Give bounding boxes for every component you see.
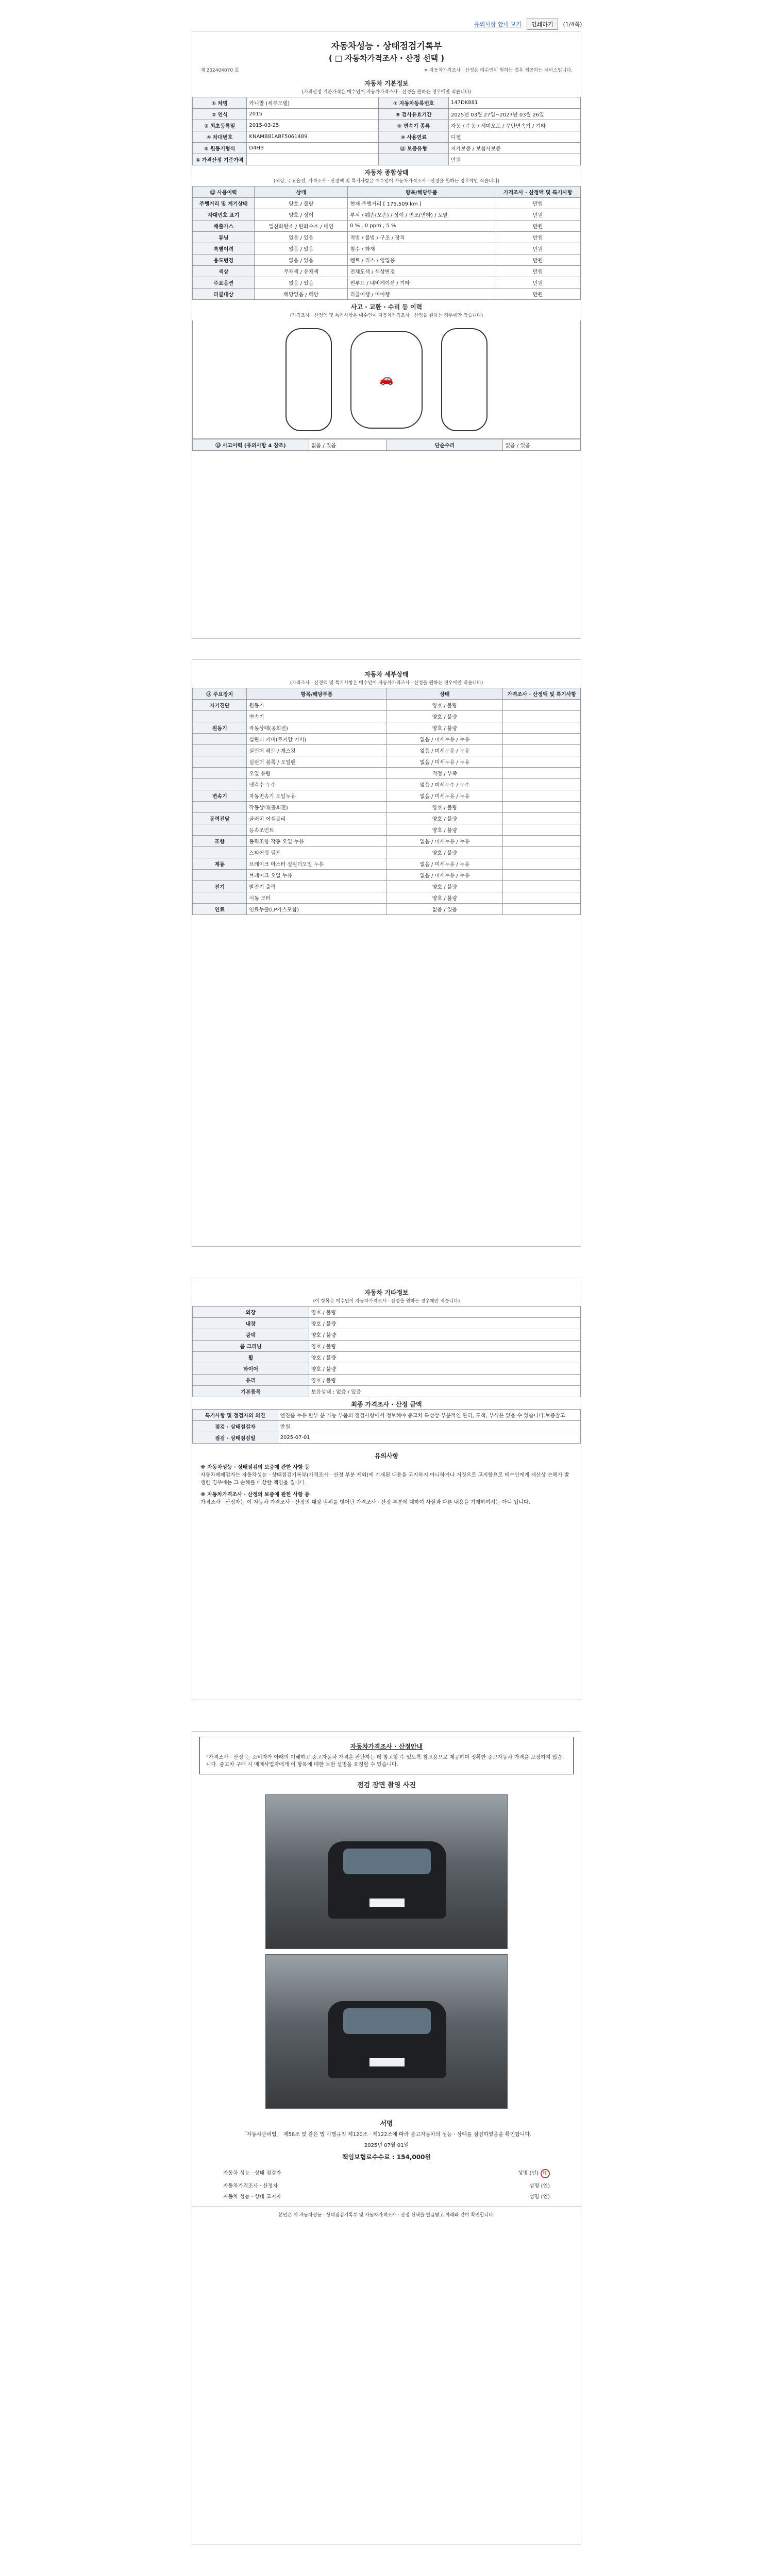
- basic-label: ⑧ 검사유효기간: [379, 109, 449, 120]
- signer-role: 자동차 성능 · 상태 점검자: [223, 2170, 281, 2176]
- overall-detail: 침수 / 화재: [348, 243, 495, 255]
- detail-state: 양호 / 불량: [386, 802, 503, 813]
- document-subtitle: ( □ 자동차가격조사 · 산정 선택 ): [328, 54, 445, 63]
- etc-value: 양호 / 불량: [309, 1375, 580, 1386]
- detail-price: [503, 790, 581, 802]
- section-overall-note: (색상, 주요옵션, 가격조사 · 산정액 및 특기사항은 매수인이 자동차가격조사 · 산정을 원하는 경우에만 적습니다): [273, 179, 500, 184]
- page-3: [192, 1278, 581, 1700]
- car-diagram: [192, 320, 581, 439]
- overall-row: [193, 209, 581, 221]
- overall-state: 해당없음 / 해당: [255, 289, 348, 300]
- detail-price: [503, 711, 581, 722]
- overall-state: 없음 / 있음: [255, 232, 348, 243]
- overall-detail: 적법 / 불법 / 구조 / 장치: [348, 232, 495, 243]
- section-basic-title: 자동차 기본정보: [364, 80, 409, 87]
- detail-item: 작동상태(공회전): [247, 722, 386, 734]
- overall-detail: 현재 주행거리 [ 175,509 km ]: [348, 198, 495, 209]
- detail-item: 동력조향 작동 오일 누유: [247, 836, 386, 847]
- section-final-title: 최종 가격조사 · 산정 금액: [351, 1401, 422, 1408]
- basic-value: D4HB: [247, 143, 379, 154]
- price-notice-box: [199, 1737, 574, 1774]
- basic-value: 2015-03-25: [247, 120, 379, 131]
- overall-item: 튜닝: [193, 232, 255, 243]
- detail-item: 냉각수 누수: [247, 779, 386, 790]
- detail-item: 원동기: [247, 700, 386, 711]
- overall-row: [193, 255, 581, 266]
- overall-price: 만원: [495, 266, 581, 277]
- overall-header-4: 가격조사 · 산정액 및 특기사항: [495, 187, 581, 198]
- etc-value: 보유상태 : 없음 / 있음: [309, 1386, 580, 1397]
- section-detail-note: (가격조사 · 산정액 및 특기사항은 매수인이 자동차가격조사 · 산정을 원하는 경우에만 적습니다): [290, 681, 483, 686]
- basic-value: 디젤: [448, 131, 580, 143]
- detail-state: 양호 / 불량: [386, 881, 503, 892]
- overall-item: 배출가스: [193, 221, 255, 232]
- overall-state: 없음 / 있음: [255, 277, 348, 289]
- etc-value: 양호 / 불량: [309, 1307, 580, 1318]
- inspection-date-label: 점검 · 상태점검일: [193, 1432, 278, 1444]
- overall-row: [193, 289, 581, 300]
- detail-price: [503, 870, 581, 881]
- etc-row: [193, 1386, 581, 1397]
- sign-text: 「자동차관리법」 제58조 및 같은 법 시행규칙 제120조 · 제122조에 따라 중고자동차의 성능 · 상태를 점검하였음을 확인합니다.: [241, 2131, 532, 2138]
- detail-row: [193, 892, 581, 904]
- etc-row: [193, 1375, 581, 1386]
- detail-row: [193, 847, 581, 858]
- signature-row: [192, 2180, 581, 2191]
- section-accident-title: 사고 · 교환 · 수리 등 이력: [350, 303, 423, 311]
- detail-item: 연료누출(LP가스포함): [247, 904, 386, 915]
- basic-label: [379, 154, 449, 165]
- signer-role: 자동차가격조사 · 산정자: [223, 2183, 278, 2189]
- basic-label: ⑨ 변속기 종류: [379, 120, 449, 131]
- price-notice-title: 자동차가격조사 · 산정안내: [350, 1743, 423, 1750]
- basic-label: ⑩ 사용연료: [379, 131, 449, 143]
- overall-detail: 렌트 / 리스 / 영업용: [348, 255, 495, 266]
- detail-major: 조향: [193, 836, 247, 847]
- etc-value: 양호 / 불량: [309, 1363, 580, 1375]
- detail-price: [503, 768, 581, 779]
- detail-price: [503, 858, 581, 870]
- page-1: [192, 31, 581, 639]
- detail-row: [193, 881, 581, 892]
- overall-state-table: [192, 186, 581, 300]
- signer-name-label: 성명: [529, 2183, 540, 2189]
- detail-row: [193, 711, 581, 722]
- detail-major: [193, 745, 247, 756]
- detail-state: 양호 / 불량: [386, 847, 503, 858]
- basic-label: ⑦ 자동차등록번호: [379, 97, 449, 109]
- detail-state: 양호 / 불량: [386, 892, 503, 904]
- notice-p1-title: ※ 자동차성능 · 상태점검의 보증에 관한 사항 등: [200, 1465, 310, 1470]
- car-left-side-diagram: [285, 328, 332, 431]
- etc-row: [193, 1318, 581, 1329]
- signer-name-label: 성명: [529, 2194, 540, 2200]
- detail-item: 실린더 블록 / 오일팬: [247, 756, 386, 768]
- overall-price: 만원: [495, 221, 581, 232]
- detail-major: 변속기: [193, 790, 247, 802]
- etc-value: 양호 / 불량: [309, 1341, 580, 1352]
- overall-state: 무채색 / 유채색: [255, 266, 348, 277]
- detail-row: [193, 813, 581, 824]
- basic-label: ③ 최초등록일: [193, 120, 247, 131]
- basic-info-row: [193, 120, 581, 131]
- signer-seal: (인): [541, 2194, 550, 2200]
- page-2: [192, 659, 581, 1247]
- etc-label: 타이어: [193, 1363, 309, 1375]
- detail-major: 원동기: [193, 722, 247, 734]
- section-basic-note: (가격산정 기준가격은 매수인이 자동차가격조사 · 산정을 원하는 경우에만 적습니다): [301, 90, 472, 95]
- etc-label: 기본품목: [193, 1386, 309, 1397]
- page-number: (1/4쪽): [563, 21, 582, 28]
- detail-price: [503, 892, 581, 904]
- overall-price: 만원: [495, 243, 581, 255]
- detail-major: [193, 824, 247, 836]
- overall-item: 주행거리 및 계기상태: [193, 198, 255, 209]
- basic-value: 2025년 03월 27일~2027년 03월 26일: [448, 109, 580, 120]
- inspector-label: 점검 · 상태점검자: [193, 1421, 278, 1432]
- overall-price: 만원: [495, 198, 581, 209]
- overall-price: 만원: [495, 209, 581, 221]
- price-notice-body: "가격조사 · 산정"는 소비자가 아래의 이해하고 중고자동차 가격을 판단하는 데 참고할 수 있도록 참고용으로 제공하며 정확한 중고자동차 가격을 보장하지 않습니다. 중고차 구매 시 매매사업자에게 이 항목에 대한 보완 설명을 요청할 수 있습니다.: [206, 1754, 563, 1768]
- detail-major: [193, 870, 247, 881]
- fee-amount: 책임보험료수수료 : 154,000원: [342, 2153, 431, 2161]
- basic-label: ⑤ 원동기형식: [193, 143, 247, 154]
- overall-state: 양호 / 불량: [255, 198, 348, 209]
- detail-state: 없음 / 미세누유 / 누유: [386, 756, 503, 768]
- detail-state: 양호 / 불량: [386, 700, 503, 711]
- detail-state: 양호 / 불량: [386, 824, 503, 836]
- detail-major: [193, 756, 247, 768]
- notice-link[interactable]: 유의사항 안내 보기: [474, 21, 522, 28]
- detail-item: 자동변속기 오일누유: [247, 790, 386, 802]
- detail-header-4: 가격조사 · 산정액 및 특기사항: [503, 688, 581, 700]
- detail-state: 없음 / 미세누유 / 누유: [386, 790, 503, 802]
- detail-major: [193, 779, 247, 790]
- detail-row: [193, 858, 581, 870]
- detail-header-1: ⑭ 주요장치: [193, 688, 247, 700]
- detail-item: 실린더 헤드 / 개스킷: [247, 745, 386, 756]
- detail-item: 클러치 어셈블리: [247, 813, 386, 824]
- overall-item: 용도변경: [193, 255, 255, 266]
- detail-major: 전기: [193, 881, 247, 892]
- photo-plate: [369, 1898, 405, 1907]
- sign-title: 서명: [380, 2120, 393, 2128]
- detail-state-table: [192, 688, 581, 915]
- detail-state: 없음 / 미세누유 / 누유: [386, 734, 503, 745]
- detail-major: [193, 892, 247, 904]
- overall-price: 만원: [495, 255, 581, 266]
- overall-state: 없음 / 있음: [255, 255, 348, 266]
- photo-plate-rear: [369, 2058, 405, 2067]
- detail-price: [503, 734, 581, 745]
- etc-label: 휠: [193, 1352, 309, 1363]
- overall-header-3: 항목/해당부품: [348, 187, 495, 198]
- detail-item: 변속기: [247, 711, 386, 722]
- detail-major: 제동: [193, 858, 247, 870]
- overall-price: 만원: [495, 289, 581, 300]
- accident-table: [192, 439, 581, 451]
- detail-header-3: 상태: [386, 688, 503, 700]
- etc-row: [193, 1329, 581, 1341]
- section-overall-title: 자동차 종합상태: [364, 169, 409, 176]
- overall-state: 일산화탄소 / 탄화수소 / 매연: [255, 221, 348, 232]
- etc-value: 양호 / 불량: [309, 1352, 580, 1363]
- signatures: [192, 2167, 581, 2201]
- inspection-photo-front: [265, 1794, 508, 1949]
- detail-state: 없음 / 있음: [386, 904, 503, 915]
- basic-info-row: [193, 109, 581, 120]
- detail-major: [193, 802, 247, 813]
- inspection-date: 2025-07-01: [278, 1432, 580, 1444]
- overall-price: 만원: [495, 277, 581, 289]
- document-title: 자동차성능 · 상태점검기록부: [331, 41, 442, 52]
- etc-row: [193, 1341, 581, 1352]
- overall-header-2: 상태: [255, 187, 348, 198]
- etc-label: 외장: [193, 1307, 309, 1318]
- detail-row: [193, 790, 581, 802]
- detail-state: 적정 / 부족: [386, 768, 503, 779]
- detail-item: 실린더 커버(로커암 커버): [247, 734, 386, 745]
- overall-detail: 전체도색 / 색상변경: [348, 266, 495, 277]
- inspection-photo-rear: [265, 1954, 508, 2109]
- photos-title: 점검 장면 촬영 사진: [357, 1781, 416, 1789]
- detail-item: 오일 유량: [247, 768, 386, 779]
- accident-state: 없음 / 있음: [309, 439, 386, 451]
- car-right-side-diagram: [441, 328, 488, 431]
- detail-state: 없음 / 미세누수 / 누수: [386, 779, 503, 790]
- detail-major: 연료: [193, 904, 247, 915]
- signature-row: [192, 2191, 581, 2201]
- overall-detail: 썬루프 / 네비게이션 / 기타: [348, 277, 495, 289]
- overall-item: 리콜대상: [193, 289, 255, 300]
- etc-value: 양호 / 불량: [309, 1329, 580, 1341]
- detail-item: 발전기 출력: [247, 881, 386, 892]
- signer-seal: (인): [529, 2170, 539, 2176]
- detail-row: [193, 904, 581, 915]
- etc-row: [193, 1363, 581, 1375]
- footer-note: 본인은 위 자동차성능 · 상태점검기록부 및 자동차가격조사 · 산정 선택을 발급받고 아래와 같이 확인합니다.: [192, 2207, 581, 2222]
- basic-value: KNAMB81ABF5061489: [247, 131, 379, 143]
- notice-body: [192, 1461, 581, 1510]
- detail-row: [193, 756, 581, 768]
- notice-title: 유의사항: [374, 1452, 399, 1460]
- detail-item: 시동 모터: [247, 892, 386, 904]
- signer-role: 자동차 성능 · 상태 고지자: [223, 2194, 281, 2200]
- document-note: ※ 자동차가격조사 · 산정은 매수인이 원하는 경우 제공하는 서비스입니다.: [424, 68, 573, 73]
- detail-price: [503, 700, 581, 711]
- overall-item: 차대번호 표기: [193, 209, 255, 221]
- overall-row: [193, 232, 581, 243]
- etc-label: 내장: [193, 1318, 309, 1329]
- overall-header-1: ⑫ 사용이력: [193, 187, 255, 198]
- overall-detail: 리콜이행 / 미이행: [348, 289, 495, 300]
- basic-value: 자동 / 수동 / 세미오토 / 무단변속기 / 기타: [448, 120, 580, 131]
- section-accident-note: (가격조사 · 산정액 및 특기사항은 매수인이 자동차가격조사 · 산정을 원하는 경우에만 적습니다): [290, 313, 483, 318]
- basic-value: 만원: [448, 154, 580, 165]
- detail-state: 없음 / 미세누유 / 누유: [386, 858, 503, 870]
- accident-label: ⑬ 사고이력 (유의사항 4 참조): [193, 439, 309, 451]
- seal-stamp-icon: 印: [541, 2169, 550, 2178]
- special-label: 특기사항 및 점검자의 의견: [193, 1410, 278, 1421]
- basic-label: ① 차명: [193, 97, 247, 109]
- detail-row: [193, 768, 581, 779]
- car-top-diagram: 🚗: [350, 331, 423, 429]
- detail-price: [503, 802, 581, 813]
- section-etc-title: 자동차 기타정보: [364, 1289, 409, 1296]
- etc-row: [193, 1352, 581, 1363]
- etc-label: 유리: [193, 1375, 309, 1386]
- detail-item: 작동상태(공회전): [247, 802, 386, 813]
- sign-date: 2025년 07월 01일: [364, 2142, 409, 2148]
- etc-row: [193, 1307, 581, 1318]
- notice-p1: 자동차매매업자는 자동차성능 · 상태점검기록부(가격조사 · 산정 부분 제외)에 기재된 내용을 고지하지 아니하거나 거짓으로 고지함으로 매수인에게 재산상 손해가 발생한 경우에는 그 손해를 배상할 책임을 집니다.: [200, 1472, 569, 1486]
- basic-value: [247, 154, 379, 165]
- detail-state: 없음 / 미세누유 / 누유: [386, 870, 503, 881]
- overall-item: 특별이력: [193, 243, 255, 255]
- basic-value: 카니발 (세부모델): [247, 97, 379, 109]
- section-detail-title: 자동차 세부상태: [364, 671, 409, 678]
- etc-label: 룸 크리닝: [193, 1341, 309, 1352]
- overall-state: 양호 / 상이: [255, 209, 348, 221]
- basic-info-row: [193, 143, 581, 154]
- special-opinion: 엔진룸 누유 할부 분 가능 부품의 점검사항에서 정보해야 중고차 특성상 부분적인 관리, 도색, 부식은 있을 수 있습니다.보증참고: [278, 1410, 580, 1421]
- notice-p2: 가격조사 · 산정자는 이 자동차 가격조사 · 산정의 대상 범위를 벗어난 가격조사 · 산정 부분에 대하여 사실과 다른 내용을 기재하여서는 아니 됩니다.: [200, 1500, 530, 1505]
- detail-price: [503, 881, 581, 892]
- detail-major: [193, 847, 247, 858]
- overall-state: 없음 / 있음: [255, 243, 348, 255]
- detail-row: [193, 870, 581, 881]
- detail-row: [193, 824, 581, 836]
- detail-item: 등속조인트: [247, 824, 386, 836]
- detail-major: 동력전달: [193, 813, 247, 824]
- basic-info-row: [193, 154, 581, 165]
- overall-item: 색상: [193, 266, 255, 277]
- detail-row: [193, 745, 581, 756]
- basic-label: ② 연식: [193, 109, 247, 120]
- top-links: [474, 19, 582, 30]
- document-number: 제 202404070 호: [200, 68, 239, 73]
- basic-info-row: [193, 131, 581, 143]
- detail-row: [193, 802, 581, 813]
- overall-price: 만원: [495, 232, 581, 243]
- detail-major: [193, 734, 247, 745]
- detail-state: 양호 / 불량: [386, 813, 503, 824]
- overall-row: [193, 221, 581, 232]
- overall-detail: 부식 / 훼손(오손) / 상이 / 변조(변타) / 도말: [348, 209, 495, 221]
- final-price-table: [192, 1409, 581, 1444]
- simple-repair-label: 단순수리: [386, 439, 503, 451]
- notice-p2-title: ※ 자동차가격조사 · 산정의 보증에 관한 사항 등: [200, 1492, 310, 1498]
- signature-row: [192, 2167, 581, 2180]
- detail-item: 스티어링 펌프: [247, 847, 386, 858]
- detail-row: [193, 836, 581, 847]
- detail-major: [193, 768, 247, 779]
- page-4: [192, 1731, 581, 2545]
- detail-header-2: 항목/해당부품: [247, 688, 386, 700]
- basic-value: 147DK881: [448, 97, 580, 109]
- basic-info-row: [193, 97, 581, 109]
- basic-info-table: [192, 97, 581, 165]
- detail-price: [503, 722, 581, 734]
- detail-price: [503, 779, 581, 790]
- simple-repair-state: 없음 / 있음: [503, 439, 581, 451]
- signer-name-label: 성명: [518, 2170, 528, 2176]
- basic-value: 2015: [247, 109, 379, 120]
- detail-state: 없음 / 미세누유 / 누유: [386, 836, 503, 847]
- detail-row: [193, 734, 581, 745]
- detail-item: 브레이크 오일 누유: [247, 870, 386, 881]
- detail-row: [193, 722, 581, 734]
- overall-detail: 0 % , 0 ppm , 5 %: [348, 221, 495, 232]
- detail-state: 양호 / 불량: [386, 711, 503, 722]
- overall-item: 주요옵션: [193, 277, 255, 289]
- signer-seal: (인): [541, 2183, 550, 2189]
- document-meta: [192, 63, 581, 76]
- basic-label: ④ 차대번호: [193, 131, 247, 143]
- detail-state: 없음 / 미세누유 / 누유: [386, 745, 503, 756]
- detail-price: [503, 836, 581, 847]
- detail-item: 브레이크 마스터 실린더오일 누유: [247, 858, 386, 870]
- basic-value: 자가보증 / 보험사보증: [448, 143, 580, 154]
- detail-row: [193, 700, 581, 711]
- detail-major: [193, 711, 247, 722]
- etc-value: 양호 / 불량: [309, 1318, 580, 1329]
- detail-price: [503, 847, 581, 858]
- detail-price: [503, 745, 581, 756]
- detail-major: 자기진단: [193, 700, 247, 711]
- detail-price: [503, 813, 581, 824]
- detail-price: [503, 824, 581, 836]
- print-button[interactable]: 인쇄하기: [527, 19, 558, 30]
- detail-state: 양호 / 불량: [386, 722, 503, 734]
- overall-row: [193, 198, 581, 209]
- final-price-unit: 만원: [278, 1421, 580, 1432]
- etc-info-table: [192, 1306, 581, 1397]
- detail-row: [193, 779, 581, 790]
- basic-label: ⑪ 보증유형: [379, 143, 449, 154]
- overall-row: [193, 243, 581, 255]
- detail-price: [503, 904, 581, 915]
- overall-row: [193, 266, 581, 277]
- overall-row: [193, 277, 581, 289]
- etc-label: 광택: [193, 1329, 309, 1341]
- basic-label: ⑥ 가격산정 기준가격: [193, 154, 247, 165]
- section-etc-note: (이 항목은 매수인이 자동차가격조사 · 산정을 원하는 경우에만 적습니다): [313, 1299, 460, 1304]
- detail-price: [503, 756, 581, 768]
